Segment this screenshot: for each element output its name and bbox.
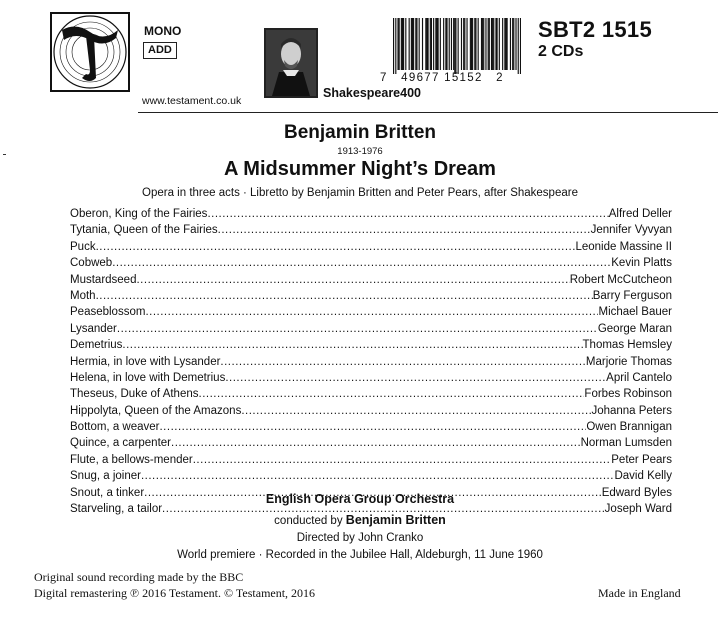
barcode bbox=[393, 18, 521, 74]
barcode-bar bbox=[518, 18, 519, 74]
barcode-bar bbox=[428, 18, 429, 70]
barcode-bar bbox=[438, 18, 439, 70]
cast-role: Bottom, a weaver bbox=[70, 421, 160, 434]
header-rule bbox=[138, 112, 718, 113]
barcode-bar bbox=[492, 18, 493, 70]
cast-role: Lysander bbox=[70, 322, 117, 335]
cast-row bbox=[70, 304, 672, 320]
cast-singer: George Maran bbox=[597, 322, 672, 335]
composer-dates: 1913-1976 bbox=[337, 146, 383, 157]
copyright-line: Digital remastering ℗ 2016 Testament. © Testament, 2016 bbox=[34, 586, 316, 600]
barcode-bar bbox=[505, 18, 506, 70]
barcode-bar bbox=[425, 18, 426, 70]
catalogue-number: SBT2 1515 bbox=[538, 17, 652, 42]
barcode-bar bbox=[483, 18, 484, 70]
recording-credit: Original sound recording made by the BBC bbox=[34, 570, 244, 584]
barcode-bar bbox=[451, 18, 452, 70]
cast-row bbox=[70, 272, 672, 288]
barcode-bar bbox=[433, 18, 434, 70]
barcode-bar bbox=[458, 18, 459, 74]
barcode-bar bbox=[403, 18, 404, 70]
cast-singer: Alfred Deller bbox=[608, 208, 672, 220]
barcode-bar bbox=[419, 18, 420, 70]
barcode-bar bbox=[464, 18, 465, 70]
cast-singer: Robert McCutcheon bbox=[569, 273, 672, 286]
barcode-bar bbox=[416, 18, 417, 70]
dot-leader bbox=[220, 354, 586, 370]
barcode-bar bbox=[510, 18, 511, 70]
barcode-bar bbox=[507, 18, 508, 70]
cast-role: Mustardseed bbox=[70, 273, 137, 286]
disc-count: 2 CDs bbox=[538, 43, 584, 60]
cast-singer: Thomas Hemsley bbox=[582, 339, 672, 352]
cast-role: Theseus, Duke of Athens bbox=[70, 388, 199, 401]
cast-row bbox=[70, 321, 672, 337]
cast-row bbox=[70, 239, 672, 255]
barcode-bar bbox=[449, 18, 450, 70]
barcode-bar bbox=[489, 18, 490, 70]
cast-singer: Barry Ferguson bbox=[592, 289, 672, 302]
barcode-bar bbox=[443, 18, 444, 70]
conductor-line bbox=[0, 513, 720, 527]
barcode-bar bbox=[426, 18, 427, 70]
barcode-bar bbox=[405, 18, 406, 70]
barcode-bar bbox=[415, 18, 416, 70]
barcode-bar bbox=[515, 18, 516, 70]
barcode-bar bbox=[445, 18, 446, 70]
dot-leader bbox=[207, 206, 608, 222]
barcode-bar bbox=[430, 18, 431, 70]
dot-leader bbox=[241, 403, 591, 419]
dot-leader bbox=[136, 272, 569, 288]
dot-leader bbox=[193, 452, 612, 468]
dot-leader bbox=[225, 370, 606, 386]
cast-row bbox=[70, 419, 672, 435]
cast-role: Hippolyta, Queen of the Amazons bbox=[70, 404, 242, 417]
add-badge: ADD bbox=[143, 42, 177, 59]
barcode-bar bbox=[520, 18, 521, 74]
cast-role: Quince, a carpenter bbox=[70, 437, 172, 450]
barcode-number: 7 49677 15152 2 bbox=[380, 72, 504, 84]
barcode-bar bbox=[446, 18, 447, 70]
barcode-bar bbox=[395, 18, 396, 74]
barcode-bar bbox=[481, 18, 482, 70]
cast-role: Tytania, Queen of the Fairies bbox=[70, 224, 218, 237]
cast-role: Helena, in love with Demetrius bbox=[70, 371, 226, 384]
barcode-bar bbox=[412, 18, 413, 70]
shakespeare-portrait bbox=[264, 28, 318, 98]
barcode-bar bbox=[497, 18, 498, 70]
barcode-bar bbox=[440, 18, 441, 70]
cast-singer: Norman Lumsden bbox=[580, 437, 672, 450]
barcode-bar bbox=[502, 18, 503, 70]
dot-leader bbox=[159, 419, 586, 435]
barcode-bar bbox=[413, 18, 414, 70]
cast-row bbox=[70, 222, 672, 238]
barcode-bar bbox=[463, 18, 464, 70]
cast-singer: Leonide Massine II bbox=[575, 240, 672, 253]
barcode-bar bbox=[475, 18, 476, 70]
conducted-prefix: conducted by bbox=[274, 515, 343, 527]
cast-row bbox=[70, 206, 672, 222]
dot-leader bbox=[199, 386, 585, 402]
barcode-bar bbox=[435, 18, 436, 70]
barcode-bar bbox=[411, 18, 412, 70]
cast-singer: Kevin Platts bbox=[611, 257, 672, 270]
dot-leader bbox=[122, 337, 582, 353]
barcode-bar bbox=[513, 18, 514, 70]
cast-singer: Marjorie Thomas bbox=[585, 355, 672, 368]
made-in: Made in England bbox=[598, 586, 681, 600]
cast-role: Puck bbox=[70, 240, 96, 253]
barcode-icon bbox=[393, 18, 521, 74]
barcode-bar bbox=[472, 18, 473, 70]
barcode-bar bbox=[499, 18, 500, 70]
cast-row bbox=[70, 337, 672, 353]
dot-leader bbox=[218, 222, 591, 238]
conductor-name: Benjamin Britten bbox=[345, 513, 446, 527]
barcode-bar bbox=[470, 18, 471, 70]
barcode-bar bbox=[401, 18, 402, 70]
barcode-bar bbox=[454, 18, 455, 74]
barcode-bar bbox=[466, 18, 467, 70]
cast-role: Oberon, King of the Fairies bbox=[70, 208, 208, 220]
cast-role: Snug, a joiner bbox=[70, 470, 141, 483]
barcode-bar bbox=[495, 18, 496, 70]
barcode-bar bbox=[393, 18, 394, 74]
cast-row bbox=[70, 288, 672, 304]
barcode-bar bbox=[485, 18, 486, 70]
cast-singer: Michael Bauer bbox=[598, 306, 672, 319]
dot-leader bbox=[171, 435, 581, 451]
cast-singer: David Kelly bbox=[614, 470, 672, 483]
barcode-bar bbox=[471, 18, 472, 70]
cast-role: Starveling, a tailor bbox=[70, 503, 163, 516]
cast-role: Snout, a tinker bbox=[70, 486, 145, 499]
shakespeare-portrait-icon bbox=[266, 30, 316, 96]
barcode-bar bbox=[493, 18, 494, 70]
cast-row bbox=[70, 468, 672, 484]
website-link[interactable]: www.testament.co.uk bbox=[142, 95, 242, 107]
barcode-bar bbox=[478, 18, 479, 70]
cast-role: Cobweb bbox=[70, 257, 113, 270]
cast-role: Peaseblossom bbox=[70, 306, 146, 319]
barcode-bar bbox=[409, 18, 410, 70]
dot-leader bbox=[117, 321, 598, 337]
cast-singer: Jennifer Vyvyan bbox=[590, 224, 672, 237]
cast-role: Hermia, in love with Lysander bbox=[70, 355, 221, 368]
barcode-bar bbox=[431, 18, 432, 70]
barcode-bar bbox=[422, 18, 423, 70]
cast-row bbox=[70, 255, 672, 271]
cast-singer: April Cantelo bbox=[606, 371, 672, 384]
orchestra-name: English Opera Group Orchestra bbox=[265, 492, 455, 506]
cast-role: Moth bbox=[70, 289, 96, 302]
cast-list bbox=[70, 206, 672, 517]
barcode-bar bbox=[482, 18, 483, 70]
barcode-bar bbox=[461, 18, 462, 70]
dot-leader bbox=[141, 468, 615, 484]
work-description: Opera in three acts · Libretto by Benjamin Britten and Peter Pears, after Shakespeare bbox=[142, 187, 578, 199]
testament-logo bbox=[50, 12, 130, 92]
cast-row bbox=[70, 435, 672, 451]
cast-role: Flute, a bellows-mender bbox=[70, 453, 193, 466]
cast-row bbox=[70, 452, 672, 468]
mono-label: MONO bbox=[144, 24, 182, 38]
director-line: Directed by John Cranko bbox=[296, 532, 424, 544]
cast-singer: Johanna Peters bbox=[591, 404, 672, 417]
series-label: Shakespeare400 bbox=[323, 86, 421, 100]
composer-name: Benjamin Britten bbox=[283, 122, 437, 143]
barcode-bar bbox=[512, 18, 513, 70]
barcode-bar bbox=[453, 18, 454, 70]
cast-row bbox=[70, 386, 672, 402]
cast-singer: Peter Pears bbox=[611, 453, 672, 466]
cast-singer: Edward Byles bbox=[601, 486, 672, 499]
barcode-bar bbox=[402, 18, 403, 70]
cast-singer: Owen Brannigan bbox=[586, 421, 672, 434]
cast-singer: Joseph Ward bbox=[604, 503, 672, 516]
barcode-bar bbox=[399, 18, 400, 70]
premiere-line: World premiere · Recorded in the Jubilee Hall, Aldeburgh, 11 June 1960 bbox=[177, 549, 543, 561]
dot-leader bbox=[145, 304, 598, 320]
dot-leader bbox=[96, 239, 576, 255]
cast-singer: Forbes Robinson bbox=[584, 388, 672, 401]
cast-row bbox=[70, 370, 672, 386]
testament-t-logo-icon bbox=[50, 12, 130, 92]
cast-row bbox=[70, 403, 672, 419]
barcode-bar bbox=[397, 18, 398, 70]
dot-leader bbox=[96, 288, 593, 304]
barcode-bar bbox=[455, 18, 456, 74]
barcode-bar bbox=[436, 18, 437, 70]
work-title: A Midsummer Night’s Dream bbox=[224, 158, 496, 180]
dot-leader bbox=[112, 255, 611, 271]
barcode-bar bbox=[491, 18, 492, 70]
cast-role: Demetrius bbox=[70, 339, 123, 352]
barcode-bar bbox=[474, 18, 475, 70]
barcode-bar bbox=[504, 18, 505, 70]
barcode-bar bbox=[488, 18, 489, 70]
cast-row bbox=[70, 354, 672, 370]
